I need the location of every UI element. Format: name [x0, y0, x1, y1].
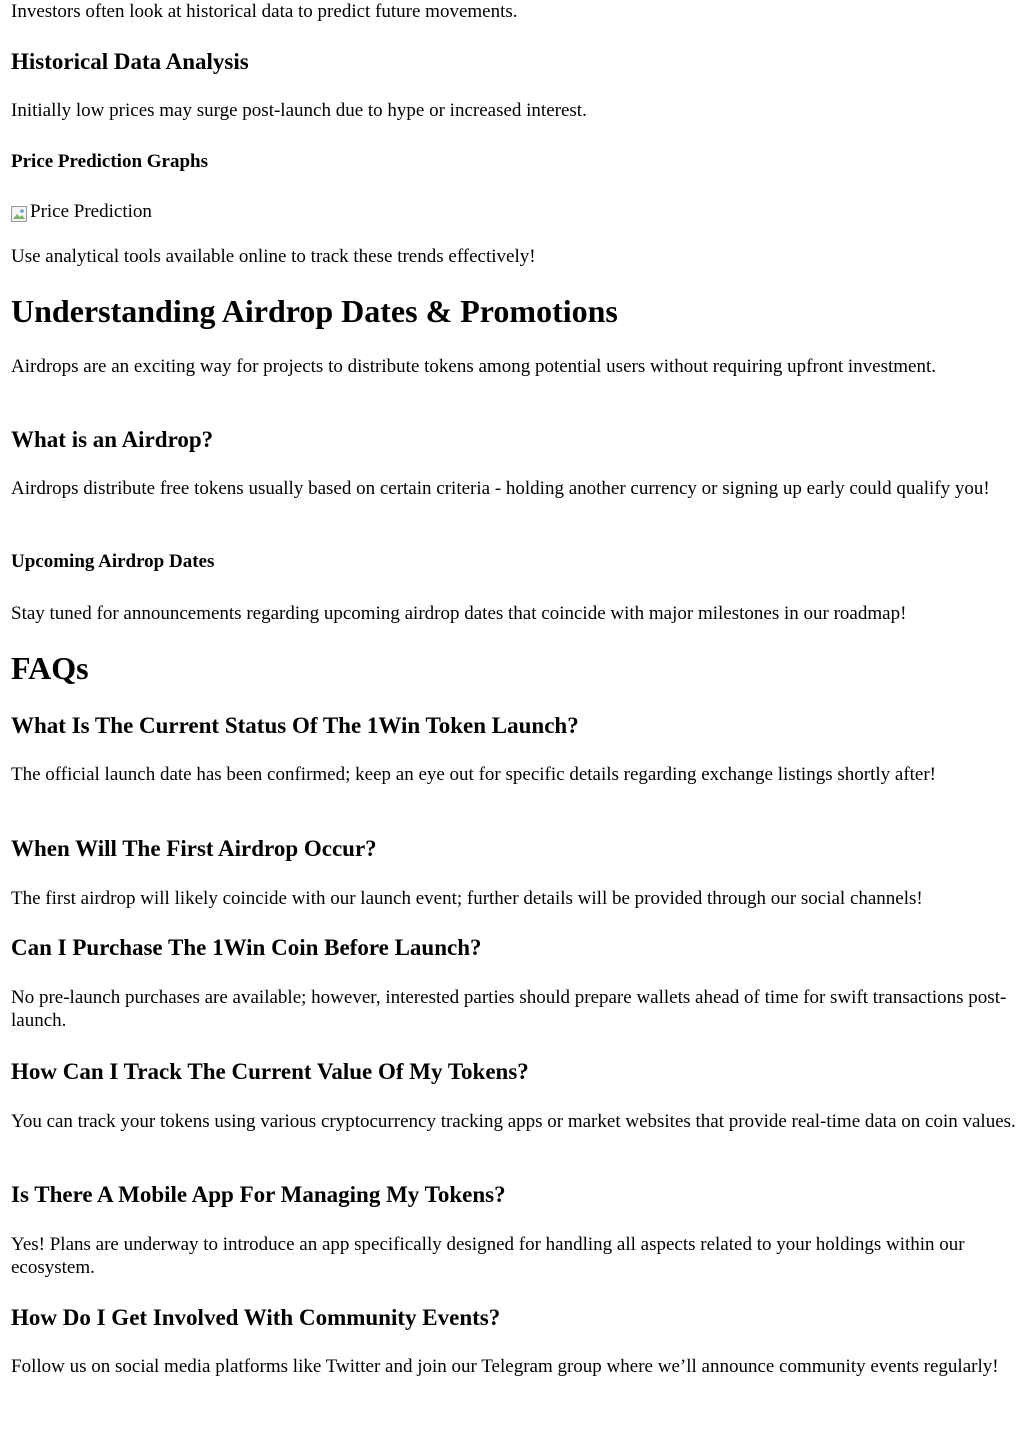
airdrop-intro-paragraph: Airdrops are an exciting way for projects to distribute tokens among potential users without requiring upfront investment.	[11, 356, 936, 377]
broken-image-icon	[11, 205, 27, 221]
faq-answer: No pre-launch purchases are available; however, interested parties should prepare wallets ahead of time for swift transactions post-launch.	[11, 987, 1007, 1031]
faqs-heading: FAQs	[11, 650, 89, 686]
historical-data-heading: Historical Data Analysis	[11, 49, 249, 74]
faq-question: Can I Purchase The 1Win Coin Before Launch?	[11, 935, 482, 960]
price-prediction-image	[11, 200, 152, 223]
faq-answer: Yes! Plans are underway to introduce an app specifically designed for handling all aspects related to your holdings within our ecosystem.	[11, 1234, 965, 1278]
faq-answer: The official launch date has been confirmed; keep an eye out for specific details regarding exchange listings shortly after!	[11, 764, 937, 785]
price-prediction-image-alt: Price Prediction	[30, 201, 152, 222]
faq-question: When Will The First Airdrop Occur?	[11, 836, 377, 861]
faq-question: What Is The Current Status Of The 1Win Token Launch?	[11, 713, 579, 738]
upcoming-airdrop-paragraph: Stay tuned for announcements regarding upcoming airdrop dates that coincide with major milestones in our roadmap!	[11, 603, 907, 624]
upcoming-airdrop-heading: Upcoming Airdrop Dates	[11, 551, 215, 572]
faq-answer: The first airdrop will likely coincide with our launch event; further details will be provided through our social channels!	[11, 888, 923, 909]
what-is-airdrop-paragraph: Airdrops distribute free tokens usually based on certain criteria - holding another currency or signing up early could qualify you!	[11, 478, 990, 499]
faq-question: How Do I Get Involved With Community Events?	[11, 1305, 501, 1330]
intro-paragraph: Investors often look at historical data to predict future movements.	[11, 1, 518, 22]
airdrop-section-heading: Understanding Airdrop Dates & Promotions	[11, 293, 618, 329]
historical-paragraph: Initially low prices may surge post-launch due to hype or increased interest.	[11, 100, 587, 121]
faq-answer: Follow us on social media platforms like Twitter and join our Telegram group where we’ll announce community events regularly!	[11, 1356, 999, 1377]
price-prediction-heading: Price Prediction Graphs	[11, 151, 209, 172]
tools-paragraph: Use analytical tools available online to track these trends effectively!	[11, 246, 536, 267]
faq-answer: You can track your tokens using various cryptocurrency tracking apps or market websites that provide real-time data on coin values.	[11, 1111, 1016, 1132]
faq-question: Is There A Mobile App For Managing My Tokens?	[11, 1182, 506, 1207]
faq-question: How Can I Track The Current Value Of My Tokens?	[11, 1059, 529, 1084]
what-is-airdrop-heading: What is an Airdrop?	[11, 427, 214, 452]
